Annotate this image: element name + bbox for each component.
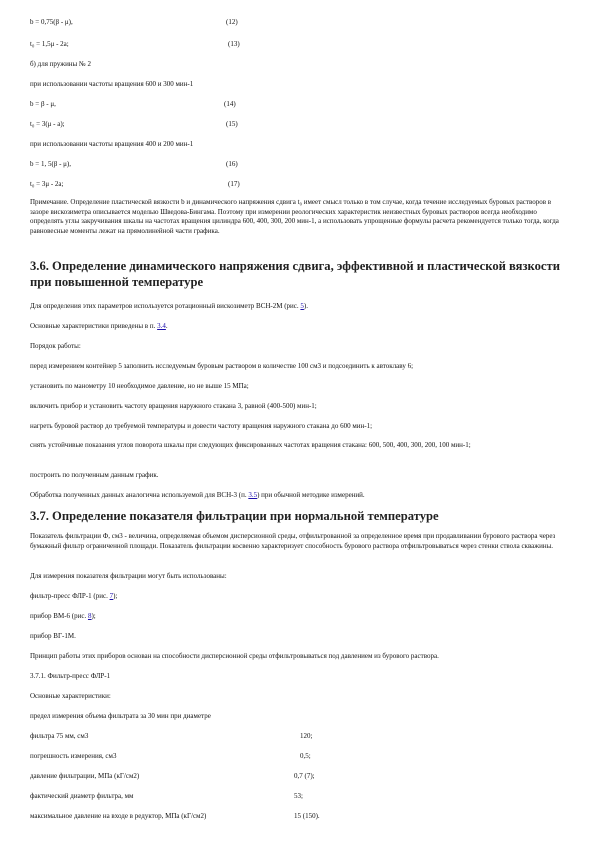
spec-value-error: 0,5;: [300, 752, 311, 760]
formula-16-number: (16): [226, 160, 238, 168]
rpm-600-300-label: при использовании частоты вращения 600 и 300 мин-1: [30, 80, 194, 88]
s37-device-2: прибор ВМ-6 (рис. 8);: [30, 612, 96, 620]
s37-principle: Принцип работы этих приборов основан на способности дисперсионной среды отфильтровываться под давлением из бурового раствора.: [30, 652, 439, 660]
s37-main-characteristics: Основные характеристики:: [30, 692, 111, 700]
figure-8-link[interactable]: 8: [87, 612, 92, 620]
s36-order-label: Порядок работы:: [30, 342, 81, 350]
section-3-7-heading: 3.7. Определение показателя фильтрации при нормальной температуре: [30, 509, 439, 523]
figure-7-link[interactable]: 7: [109, 592, 114, 600]
formula-17-number: (17): [228, 180, 240, 188]
s36-step-5: снять устойчивые показания углов поворота шкалы при следующих фиксированных частотах вращения стакана: 600, 500, 400, 300, 200, 100 мин-1;: [30, 441, 471, 449]
spec-value-diameter: 53;: [294, 792, 303, 800]
formula-14: b = β - μ,: [30, 100, 56, 108]
s36-processing: Обработка полученных данных аналогична используемой для ВСН-3 (п. 3.5) при обычной методике измерений.: [30, 491, 365, 499]
s36-step-1: перед измерением контейнер 5 заполнить исследуемым буровым раствором в количестве 100 см3 и подсоединить к автоклаву 6;: [30, 362, 414, 370]
rpm-400-200-label: при использовании частоты вращения 400 и 200 мин-1: [30, 140, 194, 148]
s36-step-2: установить по манометру 10 необходимое давление, но не выше 15 МПа;: [30, 382, 249, 390]
formula-12: b = 0,75(β - μ),: [30, 18, 73, 26]
formula-15: t₀ = 3(μ - a);: [30, 120, 65, 128]
spec-value-pressure: 0,7 (7);: [294, 772, 315, 780]
section-3-6-heading: 3.6. Определение динамического напряжения сдвига, эффективной и пластической вязкости при повышенной температуре: [30, 259, 560, 289]
formula-15-number: (15): [226, 120, 238, 128]
note-paragraph: Примечание. Определение пластической вязкости b и динамического напряжения сдвига t₀ имеет смысл только в том случае, когда течение исследуемых буровых растворов в зазоре вискозиметра описывается моделью Шведова-Бингама. Поэтому при измерении реологических характеристик неизвестных буровых растворов всегда необходимо определять углы закручивания шкалы на частотах вращения цилиндра 600, 400, 300, 200 мин-1, а использовать упрощенные формулы расчета рекомендуется только тогда, когда равновесные моменты лежат на прямолинейной части графика.: [30, 198, 559, 235]
spec-label-error: погрешность измерения, см3: [30, 752, 117, 760]
spec-label-diameter: фактический диаметр фильтра, мм: [30, 792, 134, 800]
s37-measurement-limit: предел измерения объема фильтрата за 30 мин при диаметре: [30, 712, 211, 720]
spec-label-max-pressure: максимальное давление на входе в редуктор, МПа (кГ/см2): [30, 812, 207, 820]
formula-12-number: (12): [226, 18, 238, 26]
s37-paragraph-1: Показатель фильтрации Ф, см3 - величина, определяемая объемом дисперсионной среды, отфильтрованной за определенное время при продавливании бурового раствора через бумажный фильтр ограниченной площади. Показатель фильтрации косвенно характеризует способность бурового раствора отфильтровываться через стенки ствола скважины.: [30, 532, 556, 550]
formula-13-number: (13): [228, 40, 240, 48]
formula-14-number: (14): [224, 100, 236, 108]
s37-subsection-3-7-1: 3.7.1. Фильтр-пресс ФЛР-1: [30, 672, 111, 680]
s36-step-6: построить по полученным данным график.: [30, 471, 159, 479]
s36-characteristics: Основные характеристики приведены в п. 3.4.: [30, 322, 168, 330]
spec-label-filter-volume: фильтра 75 мм, см3: [30, 732, 89, 740]
s37-device-3: прибор ВГ-1М.: [30, 632, 76, 640]
figure-5-link[interactable]: 5: [300, 302, 304, 310]
s36-intro: Для определения этих параметров используется ротационный вискозиметр ВСН-2М (рис. 5).: [30, 302, 308, 310]
s36-step-4: нагреть буровой раствор до требуемой температуры и довести частоту вращения наружного стакана до 600 мин-1;: [30, 422, 373, 430]
springs-label: б) для пружины № 2: [30, 60, 91, 68]
formula-17: t₀ = 3μ - 2a;: [30, 180, 64, 188]
section-3-4-link[interactable]: 3.4: [157, 322, 166, 330]
s36-step-3: включить прибор и установить частоту вращения наружного стакана 3, равной (400-500) мин-1;: [30, 402, 317, 410]
section-3-5-link[interactable]: 3.5: [248, 491, 258, 499]
spec-label-pressure: давление фильтрации, МПа (кГ/см2): [30, 772, 140, 780]
spec-value-filter-volume: 120;: [300, 732, 313, 740]
formula-16: b = 1, 5(β - μ),: [30, 160, 72, 168]
s37-device-1: фильтр-пресс ФЛР-1 (рис. 7);: [30, 592, 118, 600]
s37-devices-intro: Для измерения показателя фильтрации могут быть использованы:: [30, 572, 227, 580]
formula-13: t₀ = 1,5μ - 2a;: [30, 40, 69, 48]
spec-value-max-pressure: 15 (150).: [294, 812, 320, 820]
